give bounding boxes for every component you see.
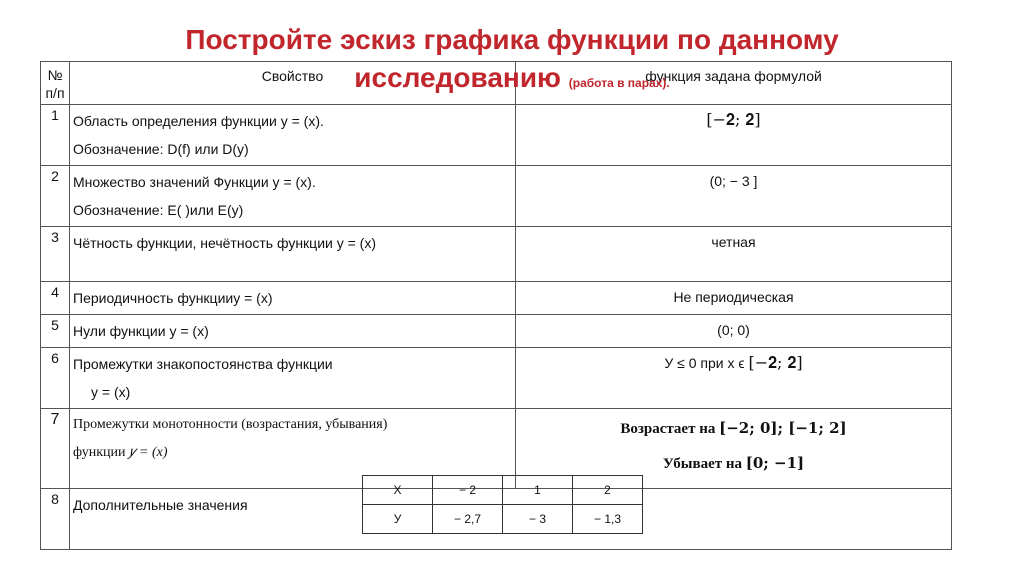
property-text: Множество значений Функции у = (х). (73, 174, 316, 190)
property-cell (70, 282, 516, 315)
table-row (41, 348, 952, 409)
row-number: 3 (41, 227, 70, 282)
table-row (363, 505, 643, 534)
row-number: 6 (41, 348, 70, 409)
property-text: Промежутки монотонности (возрастания, убывания) (73, 417, 388, 432)
property-text-part: функции (73, 445, 129, 460)
value-cell (516, 282, 952, 315)
value-cell (516, 227, 952, 282)
property-cell (70, 227, 516, 282)
header-property: Свойство (70, 62, 516, 105)
property-cell (70, 315, 516, 348)
value-text: Не периодическая (673, 289, 794, 305)
table-cell: − 2 (433, 476, 503, 505)
property-text (73, 439, 512, 467)
property-cell (70, 105, 516, 166)
property-cell (70, 348, 516, 409)
table-cell: 2 (573, 476, 643, 505)
table-row (41, 227, 952, 282)
table-cell: Х (363, 476, 433, 505)
value-text: (0; 0) (717, 322, 750, 338)
value-text: Возрастает на (620, 421, 720, 437)
property-text: Чётность функции, нечётность функции у = (х) (73, 235, 377, 251)
value-text: (0; − 3 ] (709, 173, 758, 189)
row-number: 1 (41, 105, 70, 166)
row-number: 5 (41, 315, 70, 348)
value-text: Убывает на (662, 456, 746, 472)
property-text: Дополнительные значения (73, 497, 248, 513)
value-text: [−𝟐; 𝟐] (706, 110, 761, 129)
property-text: Нули функции у = (х) (73, 323, 209, 339)
property-math: 𝑦 = (х) (129, 445, 168, 460)
property-text: Периодичность функцииу = (х) (73, 290, 273, 306)
value-cell (516, 348, 952, 409)
value-math: [−𝟐; 𝟐] (748, 353, 803, 372)
extra-values-table (362, 475, 643, 534)
property-text: Обозначение: D(f) или D(у) (73, 141, 249, 157)
value-text: У ≤ 0 при х ϵ (664, 355, 749, 371)
value-cell (516, 105, 952, 166)
value-math: [−𝟐; 𝟎]; [−𝟏; 𝟐] (719, 419, 847, 437)
row-number: 2 (41, 166, 70, 227)
table-row (363, 476, 643, 505)
value-cell (516, 315, 952, 348)
table-row (41, 282, 952, 315)
table-row (41, 166, 952, 227)
title-word: исследованию (354, 62, 561, 93)
value-math: [𝟎; −𝟏] (745, 454, 805, 472)
table-cell: 1 (503, 476, 573, 505)
title-note: (работа в парах). (568, 76, 670, 90)
table-row (41, 105, 952, 166)
value-text: четная (711, 234, 756, 250)
table-row (41, 315, 952, 348)
slide-title-line1: Постройте эскиз графика функции по данному (185, 24, 839, 55)
property-text: Промежутки знакопостоянства функции (73, 356, 333, 372)
value-cell (516, 166, 952, 227)
table-cell: У (363, 505, 433, 534)
table-cell: − 3 (503, 505, 573, 534)
table-cell: − 2,7 (433, 505, 503, 534)
table-cell: − 1,3 (573, 505, 643, 534)
property-text: Область определения функции у = (х). (73, 113, 324, 129)
row-number: 7 (41, 409, 70, 489)
row-number: 8 (41, 489, 70, 550)
slide-title-line2 (0, 62, 1024, 94)
row-number: 4 (41, 282, 70, 315)
header-function: функция задана формулой (516, 62, 952, 105)
property-text: у = (х) (91, 384, 131, 400)
header-num: № п/п (41, 62, 70, 105)
property-cell (70, 166, 516, 227)
property-text: Обозначение: Е( )или Е(у) (73, 202, 244, 218)
